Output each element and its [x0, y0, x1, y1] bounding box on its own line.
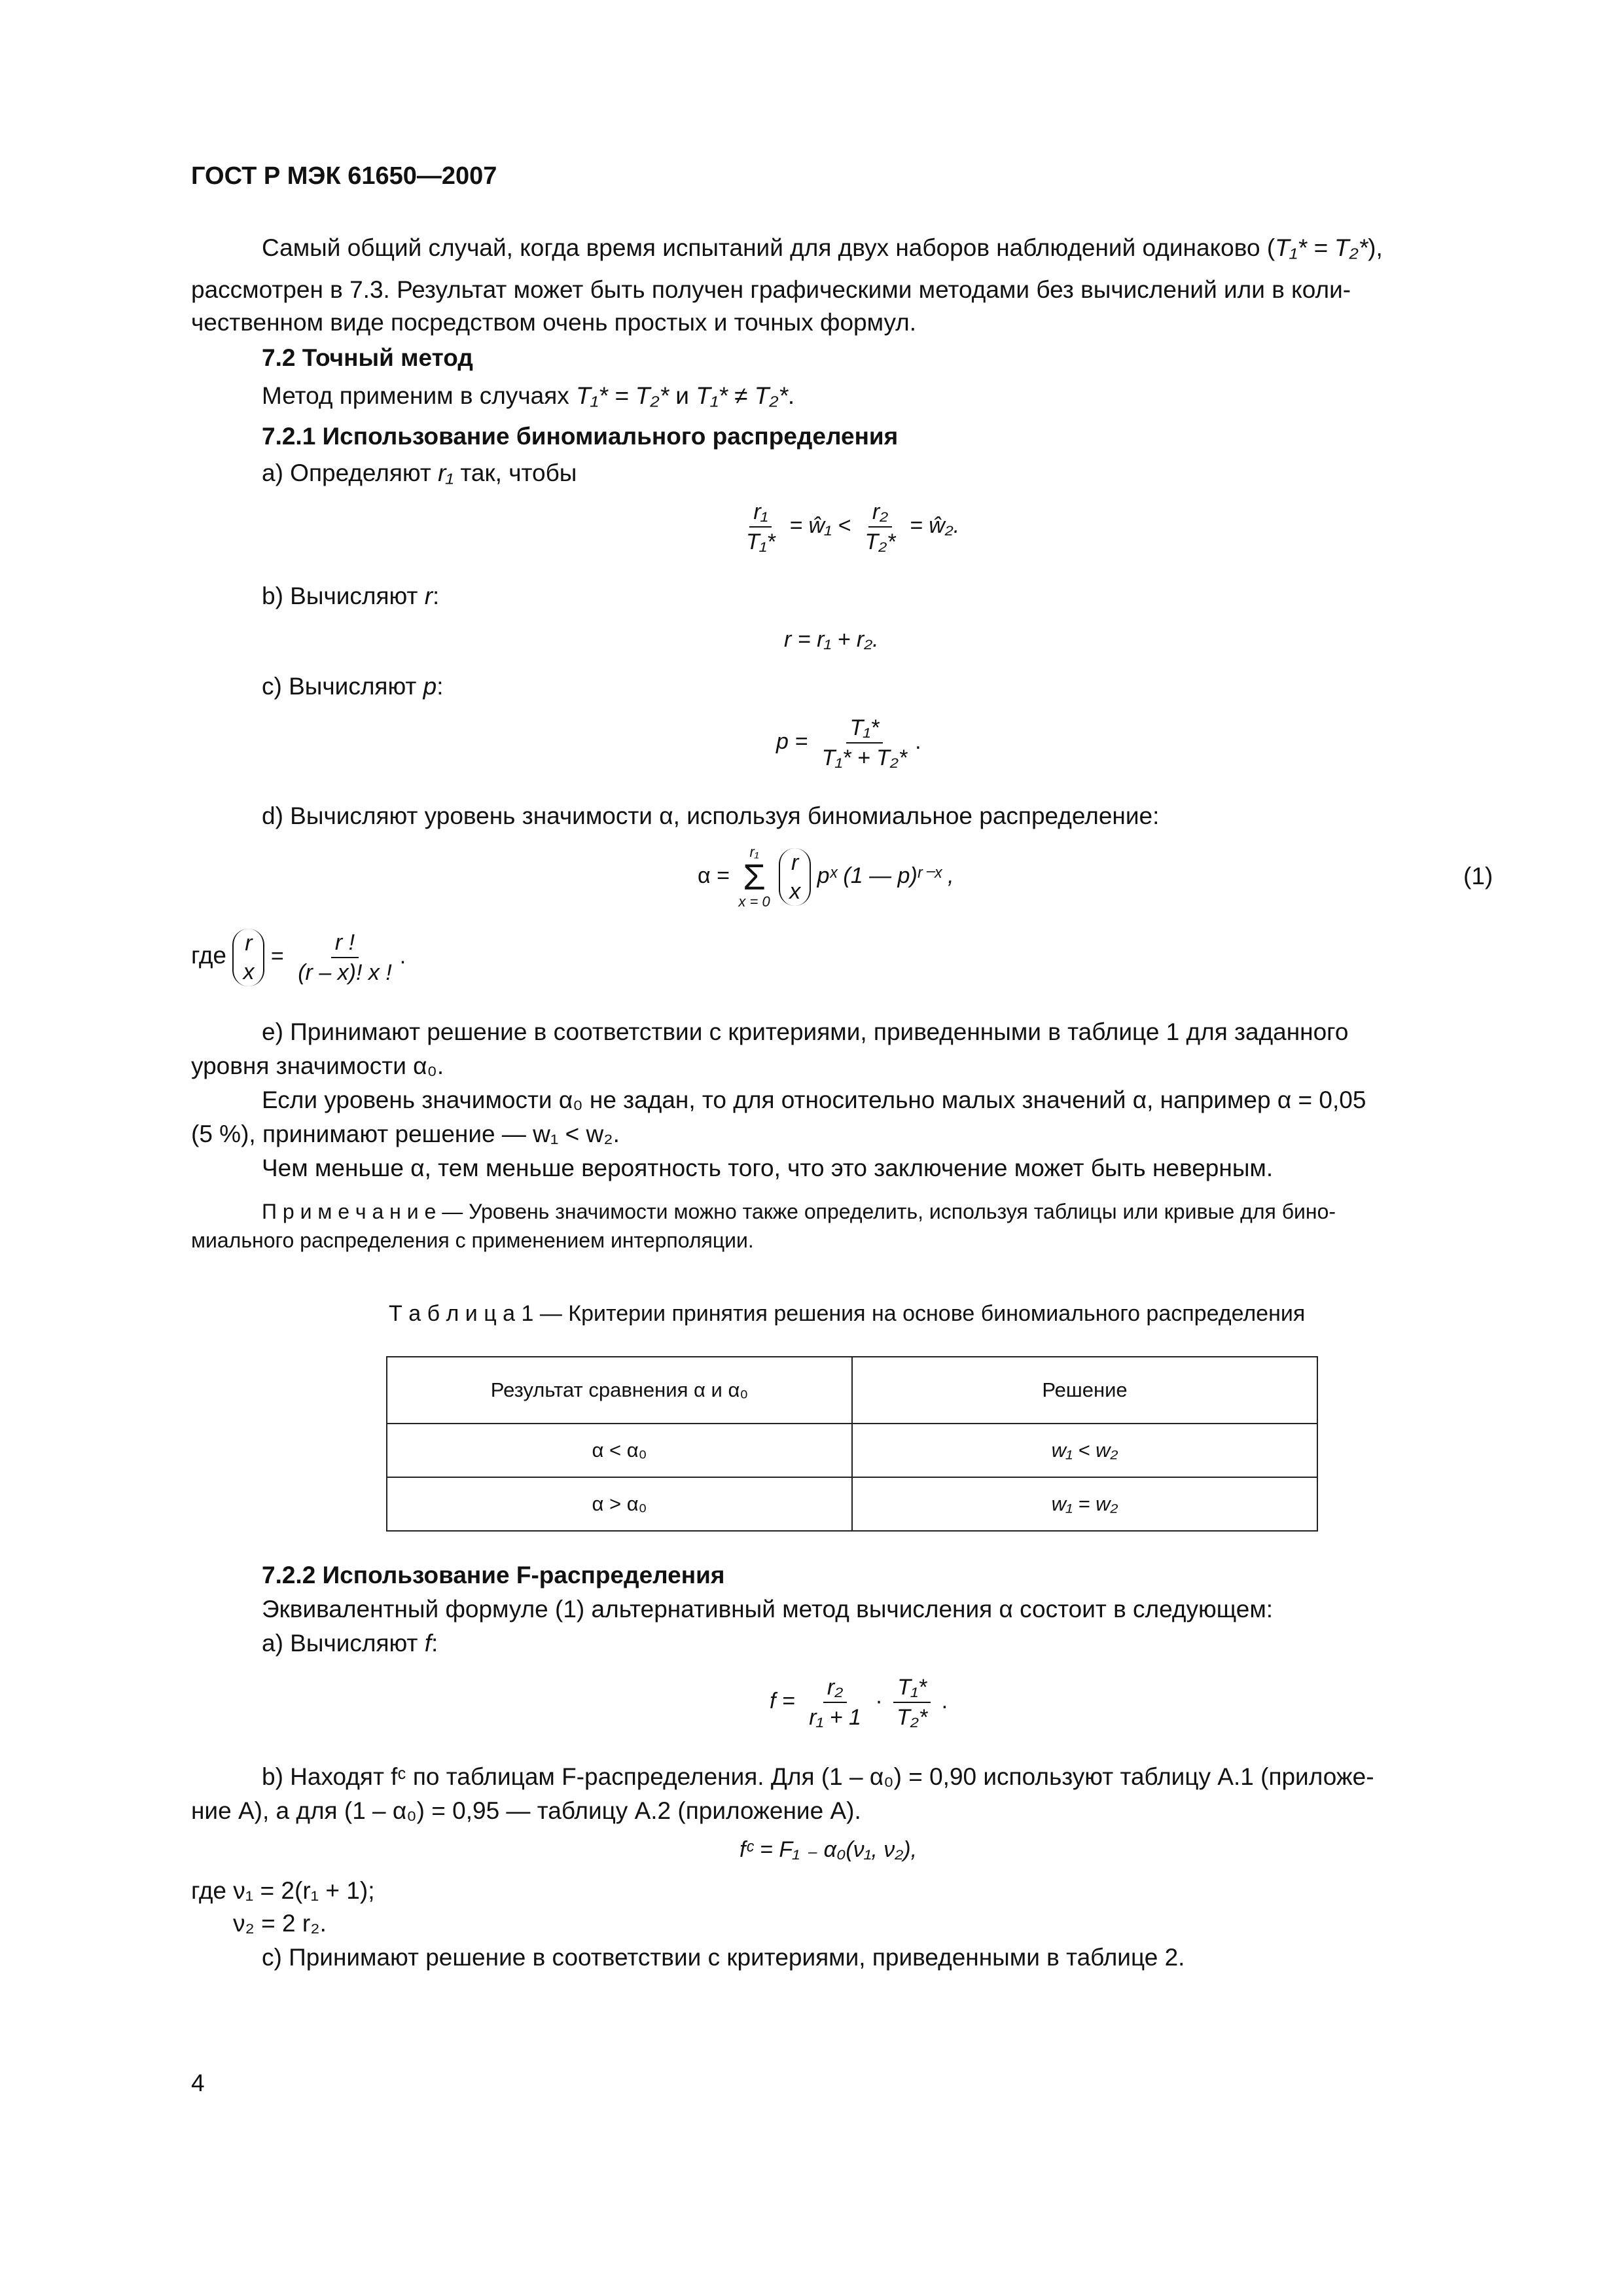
intro-line-2: рассмотрен в 7.3. Результат может быть получен графическими методами без вычислений или в коли- — [191, 276, 1351, 303]
step-e-line-3: Если уровень значимости α₀ не задан, то для относительно малых значений α, например α = 0,05 — [262, 1086, 1366, 1113]
where-nu2: ν₂ = 2 r₂. — [233, 1910, 327, 1937]
binomial-definition: где r x = $\frac{r !}{(r - x)! x !}$ . — [191, 928, 406, 987]
formula-p: p = $\frac{\text{T₁*}}{\text{T₁* + T₂*}}$ . — [776, 713, 921, 772]
table-cell: w₁ = w₂ — [852, 1477, 1317, 1531]
step-c: с) Вычисляют p: — [262, 673, 444, 700]
table-header-cell: Результат сравнения α и α₀ — [387, 1357, 852, 1424]
intro-line-3: чественном виде посредством очень простых и точных формул. — [191, 309, 917, 336]
table-1 — [386, 1356, 1318, 1532]
table-cell: α < α₀ — [387, 1424, 852, 1477]
step-b-2-line-1: b) Находят fᶜ по таблицам F-распределения. Для (1 – α₀) = 0,90 используют таблицу А.1 (приложе- — [262, 1763, 1374, 1790]
formula-w-ratio: $\frac{\text{r₁}}{\text{T₁*}}$ = ŵ₁ < $\frac{\text{r₂}}{\text{T₂*}}$ = ŵ₂. — [738, 497, 959, 556]
where-nu1: где ν₁ = 2(r₁ + 1); — [191, 1877, 375, 1904]
table-header-row — [387, 1357, 1317, 1424]
step-e-line-2: уровня значимости α₀. — [191, 1052, 444, 1079]
formula-r-sum: r = r₁ + r₂. — [784, 627, 879, 652]
step-e-line-1: е) Принимают решение в соответствии с критериями, приведенными в таблице 1 для заданного — [262, 1018, 1349, 1045]
formula-fc: fᶜ = F₁ ₋ α₀(ν₁, ν₂), — [740, 1837, 918, 1862]
page-number: 4 — [191, 2070, 205, 2096]
section-7-2-1-heading: 7.2.1 Использование биномиального распределения — [262, 423, 899, 450]
table-header-cell: Решение — [852, 1357, 1317, 1424]
step-c-2: с) Принимают решение в соответствии с критериями, приведенными в таблице 2. — [262, 1944, 1185, 1971]
step-b: b) Вычисляют r: — [262, 583, 440, 609]
section-7-2-heading: 7.2 Точный метод — [262, 344, 473, 371]
step-e-line-4: (5 %), принимают решение — w₁ < w₂. — [191, 1121, 620, 1147]
step-e-line-5: Чем меньше α, тем меньше вероятность того, что это заключение может быть неверным. — [262, 1155, 1274, 1181]
document-header: ГОСТ Р МЭК 61650—2007 — [191, 162, 497, 190]
equation-number-1: (1) — [1463, 863, 1493, 889]
section-7-2-2-heading: 7.2.2 Использование F-распределения — [262, 1562, 725, 1588]
formula-alpha-binomial: α = r₁ Σ x = 0 r x pˣ (1 — p)ʳ⁻ˣ , — [698, 844, 954, 910]
section-7-2-text: Метод применим в случаях T₁* = T₂* и T₁* ≠ T₂*. — [262, 382, 795, 409]
intro-math: T₁* = T₂* — [1275, 234, 1368, 261]
step-d: d) Вычисляют уровень значимости α, используя биномиальное распределение: — [262, 802, 1160, 829]
step-b-2-line-2: ние А), а для (1 – α₀) = 0,95 — таблицу А.2 (приложение А). — [191, 1797, 861, 1824]
note-line-2: миального распределения с применением интерполяции. — [191, 1229, 754, 1252]
step-a: а) Определяют r₁ так, чтобы — [262, 459, 577, 486]
table-1-caption: Т а б л и ц а 1 — Критерии принятия решения на основе биномиального распределения — [389, 1301, 1306, 1326]
formula-f: f = $\frac{\text{r₂}}{\text{r₁ + 1}}$ · $\frac{\text{T₁*}}{\text{T₂*}}$ . — [770, 1673, 948, 1732]
table-row — [387, 1424, 1317, 1477]
table-cell: w₁ < w₂ — [852, 1424, 1317, 1477]
step-a-2: а) Вычисляют f: — [262, 1630, 438, 1657]
note-line-1: П р и м е ч а н и е — Уровень значимости можно также определить, используя таблицы или кривые для бино- — [262, 1200, 1336, 1223]
intro-line-1: Самый общий случай, когда время испытаний для двух наборов наблюдений одинаково (T₁* = T₂*), — [262, 234, 1383, 261]
section-7-2-2-text: Эквивалентный формуле (1) альтернативный метод вычисления α состоит в следующем: — [262, 1596, 1274, 1623]
table-cell: α > α₀ — [387, 1477, 852, 1531]
table-row — [387, 1477, 1317, 1531]
